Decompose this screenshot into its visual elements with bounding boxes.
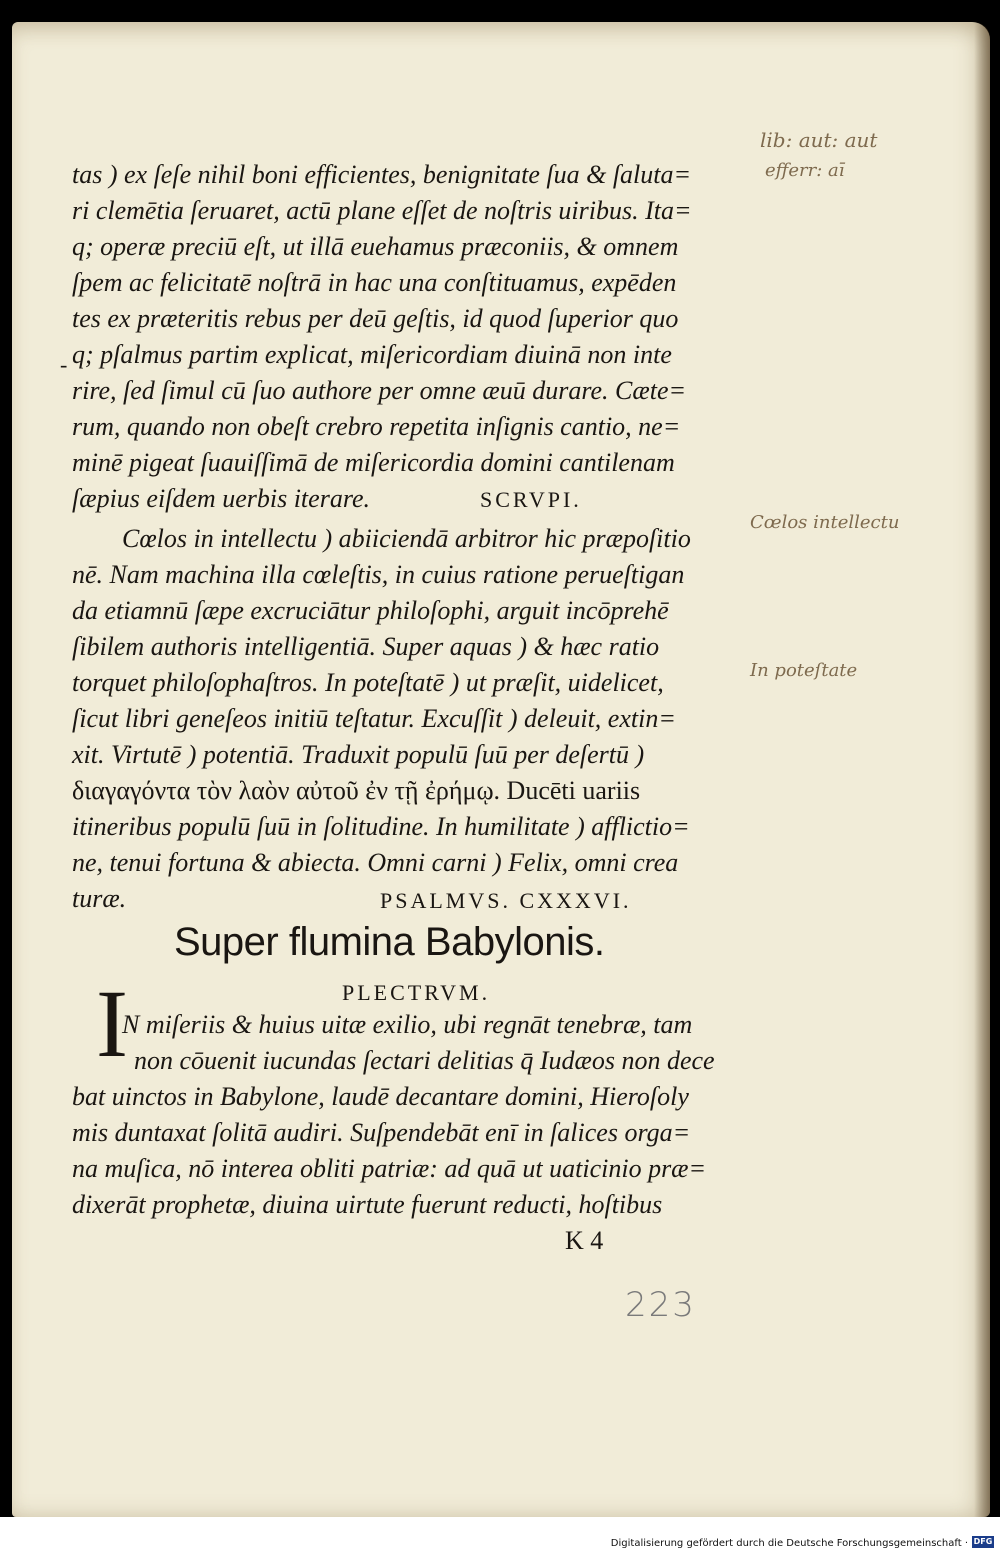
psalm-heading: Super flumina Babylonis. xyxy=(174,920,605,964)
plectrum-line: na muſica, nō interea obliti patriæ: ad quā ut uaticinio præ= xyxy=(72,1154,707,1183)
plectrum-line: bat uinctos in Babylone, laudē decantare domini, Hieroſoly xyxy=(72,1082,689,1111)
marginal-note: Cœlos intellectu xyxy=(750,512,900,533)
text-line: rum, quando non obeſt crebro repetita inſignis cantio, ne= xyxy=(72,412,681,441)
text-line: tas ) ex ſeſe nihil boni efficientes, benignitate ſua & ſaluta= xyxy=(72,160,692,189)
scrupi-line: torquet philoſophaſtros. In poteſtatē ) ut præſit, uidelicet, xyxy=(72,668,664,697)
margin-dash: - xyxy=(60,352,68,377)
text-line: q; pſalmus partim explicat, miſericordiam diuinā non inte xyxy=(72,340,672,369)
scrupi-line: turæ. xyxy=(72,884,127,913)
text-line: q; operæ preciū eſt, ut illā euehamus præconiis, & omnem xyxy=(72,232,679,261)
text-line: ri clemētia ſeruaret, actū plane eſſet de noſtris uiribus. Ita= xyxy=(72,196,692,225)
scrupi-line: ne, tenui fortuna & abiecta. Omni carni ) Felix, omni crea xyxy=(72,848,679,877)
text-line: ſpem ac felicitatē noſtrā in hac una conſtituamus, expēden xyxy=(72,268,677,297)
scrupi-line: ſibilem authoris intelligentiā. Super aquas ) & hæc ratio xyxy=(72,632,660,661)
text-line: tes ex præteritis rebus per deū geſtis, id quod ſuperior quo xyxy=(72,304,679,333)
scrupi-line: Cœlos in intellectu ) abiiciendā arbitror hic præpoſitio xyxy=(122,524,691,553)
signature-mark: K 4 xyxy=(565,1226,604,1255)
greek-line: διαγαγόντα τὸν λαὸν αὐτοῦ ἐν τῇ ἐρήμῳ. Ducēti uariis xyxy=(72,776,641,805)
plectrum-line: N miſeriis & huius uitæ exilio, ubi regnāt tenebræ, tam xyxy=(122,1010,693,1039)
scrupi-line: da etiamnū ſæpe excruciātur philoſophi, arguit incōprehē xyxy=(72,596,669,625)
scrupi-line: xit. Virtutē ) potentiā. Traduxit populū ſuū per deſertū ) xyxy=(72,740,645,769)
footer-credit: Digitalisierung gefördert durch die Deutsche Forschungsgemeinschaft · xyxy=(610,1538,968,1549)
marginal-note: efferr: aī xyxy=(765,160,845,181)
plectrum-line: non cōuenit iucundas ſectari delitias q̄ Iudæos non dece xyxy=(134,1046,715,1075)
dfg-logo: DFG xyxy=(973,1537,993,1546)
psalm-number: PSALMVS. CXXXVI. xyxy=(380,888,632,913)
marginal-note: lib: aut: aut xyxy=(760,128,878,152)
plectrum-line: dixerāt prophetæ, diuina uirtute fuerunt reducti, hoſtibus xyxy=(72,1190,663,1219)
text-line: minē pigeat ſuauiſſimā de miſericordia domini cantilenam xyxy=(72,448,675,477)
text-line: rire, ſed ſimul cū ſuo authore per omne æuū durare. Cæte= xyxy=(72,376,687,405)
plectrum-label: PLECTRVM. xyxy=(342,980,491,1005)
plectrum-line: mis duntaxat ſolitā audiri. Suſpendebāt enī in ſalices orga= xyxy=(72,1118,691,1147)
folio-number: 223 xyxy=(625,1285,696,1325)
scrupi-label: SCRVPI. xyxy=(480,487,582,512)
scrupi-line: itineribus populū ſuū in ſolitudine. In humilitate ) afflictio= xyxy=(72,812,690,841)
drop-initial: I xyxy=(96,970,128,1077)
scrupi-line: ſicut libri geneſeos initiū teſtatur. Excuſſit ) deleuit, extin= xyxy=(72,704,676,733)
text-line: ſæpius eiſdem uerbis iterare. xyxy=(72,484,371,513)
scrupi-line: nē. Nam machina illa cœleſtis, in cuius ratione perueſtigan xyxy=(72,560,685,589)
marginal-note: In poteſtate xyxy=(750,660,858,681)
